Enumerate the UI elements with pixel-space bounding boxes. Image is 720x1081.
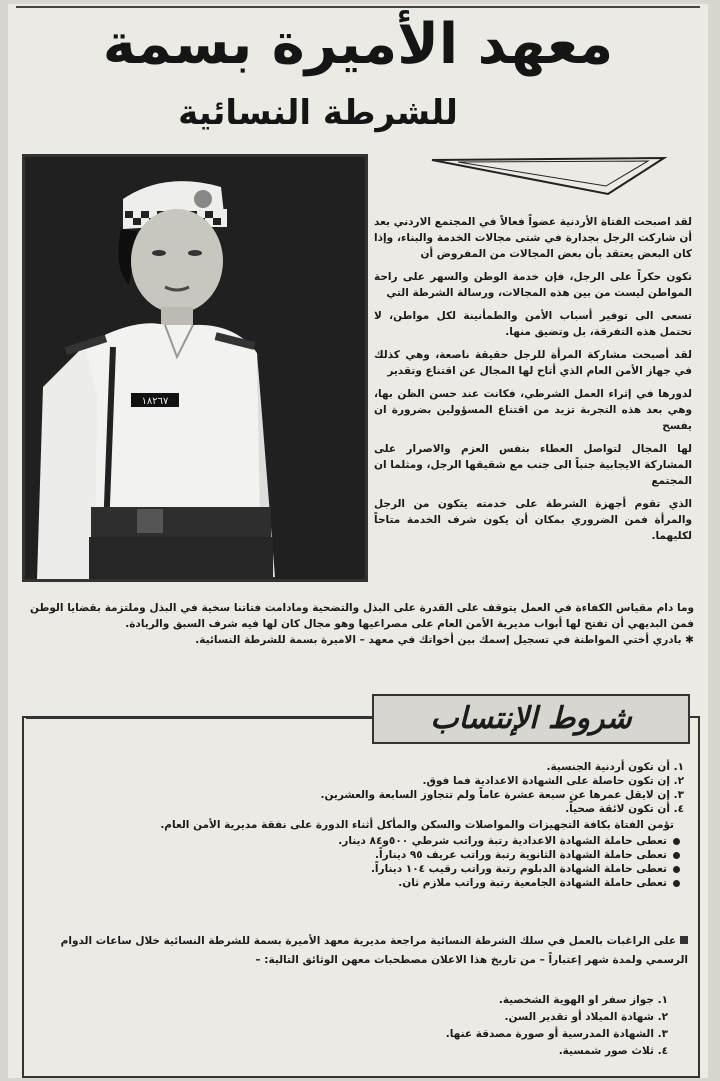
document-item: ٤. ثلاث صور شمسية. <box>558 1045 668 1057</box>
conditions-list <box>44 760 684 890</box>
condition-item: ٣. إن لايقل عمرها عن سبعة عشرة عاماً ولم تتجاوز السابعة والعشرين. <box>320 789 684 801</box>
benefits-intro: تؤمن الفتاة بكافة التجهيزات والمواصلات والسكن والمأكل أثناء الدورة على نفقة مديرية الأمن العام. <box>160 819 674 831</box>
article-paragraph: لقد أصبحت مشاركة المرأة للرجل حقيقة ناصعة، وهي كذلك في جهاز الأمن العام الذي أتاح لها المجال عن اقتناع وتقدير <box>374 349 692 377</box>
article-paragraph: تكون حكراً على الرجل، فإن خدمة الوطن والسهر على راحة المواطن ليست من بين هذه المجالات، ورسالة الشرطة التي <box>374 271 692 299</box>
star-icon: ✱ <box>681 634 694 646</box>
conditions-title: شروط الإنتساب <box>372 694 690 744</box>
salary-item: تعطى حاملة الشهادة الاعدادية رتبة وراتب شرطي ٥٠٠و٨٤ دينار. <box>44 834 680 848</box>
policewoman-photo <box>22 154 368 582</box>
bullet-icon <box>673 852 680 859</box>
article-paragraph: الذي تقوم أجهزة الشرطة على خدمته يتكون من الرجل والمرأة فمن الضروري بمكان أن يكون شرف الخدمة متاحاً لكليهما. <box>374 498 692 542</box>
condition-item: ١. أن تكون أردنية الجنسية. <box>546 761 684 773</box>
call-to-action <box>30 632 694 648</box>
application-notice: على الراغبات بالعمل في سلك الشرطة النسائية مراجعة مديرية معهد الأميرة بسمة للشرطة النسائية خلال ساعات الدوام الرسمي ولمدة شهر إعتباراً – من تاريخ هذا الاعلان مصطحبات معهن الوثائق التالية: – <box>60 935 688 966</box>
salary-item: تعطى حاملة الشهادة الجامعية رتبة وراتب ملازم ثان. <box>44 876 680 890</box>
required-documents <box>308 992 668 1060</box>
article-body <box>374 214 692 551</box>
arrow-decoration <box>428 156 668 198</box>
badge-number: ١٨٢٦٧ <box>141 396 169 407</box>
article-paragraph: لها المجال لتواصل العطاء بنفس العزم والاصرار على المشاركة الايجابية جنباً الى جنب مع شقيقها الرجل، ومثلما ان المجتمع <box>374 443 692 487</box>
salary-item: تعطى حاملة الشهادة الدبلوم رتبة وراتب رقيب ١٠٤ ديناراً. <box>44 862 680 876</box>
newspaper-page <box>8 4 708 1078</box>
condition-item: ٢. إن تكون حاصلة على الشهادة الاعدادية فما فوق. <box>422 775 684 787</box>
page-subtitle: للشرطة النسائية <box>178 93 458 133</box>
closing-paragraph: وما دام مقياس الكفاءة في العمل يتوقف على القدرة على البذل والتضحية ومادامت فتاتنا سخية في البذل وملتزمة بقضايا الوطن فمن البديهي أن تفتح لها أبواب مديرية الأمن العام على مصراعيها وهو مجال كان لها فيه شرف السبق والريادة. <box>30 602 694 630</box>
salary-item: تعطى حاملة الشهادة الثانوية رتبة وراتب عريف ٩٥ ديناراً. <box>44 848 680 862</box>
document-item: ٢. شهادة الميلاد أو تقدير السن. <box>504 1011 668 1023</box>
page-title: معهد الأميرة بسمة <box>102 12 614 77</box>
square-bullet-icon <box>680 936 688 944</box>
call-text: بادري أختي المواطنة في تسجيل إسمك بين أخواتك في معهد – الاميرة بسمة للشرطة النسائية. <box>195 634 682 646</box>
document-item: ٣. الشهادة المدرسية أو صورة مصدقة عنها. <box>445 1028 668 1040</box>
condition-item: ٤. أن تكون لائقة صحياً. <box>565 803 684 815</box>
document-item: ١. جواز سفر او الهوية الشخصية. <box>498 994 668 1006</box>
top-rule <box>16 6 700 8</box>
bullet-icon <box>673 866 680 873</box>
article-paragraph: تسعى الى توفير أسباب الأمن والطمأنينة لكل مواطن، لا تحتمل هذه التفرقة، بل وتضيق منها. <box>374 310 692 338</box>
bullet-icon <box>673 880 680 887</box>
article-paragraph: لقد اصبحت الفتاة الأردنية عضواً فعالاً في المجتمع الاردني بعد أن شاركت الرجل بجدارة في شتى مجالات الخدمة والبناء، وإذا كان البعض يعتقد بأن بعض المجالات من المفروض أن <box>374 216 692 260</box>
article-closing <box>30 600 694 648</box>
bullet-icon <box>673 838 680 845</box>
article-paragraph: لدورها في إثراء العمل الشرطي، فكانت عند حسن الظن بها، وهي بعد هذه التجربة تزيد من اقتناع المسؤولين بضرورة ان يفسح <box>374 388 692 432</box>
box-header-rule <box>26 716 372 719</box>
